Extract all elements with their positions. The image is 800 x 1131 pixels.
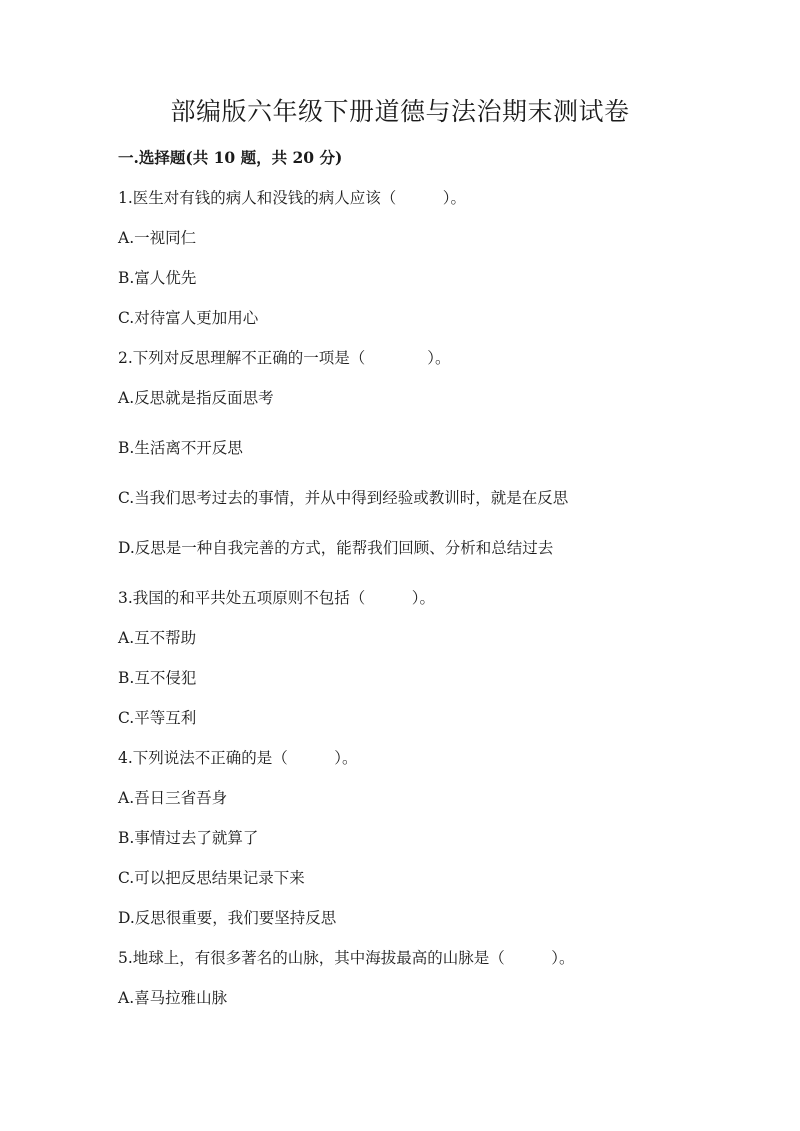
- question-option: B.事情过去了就算了: [118, 829, 259, 847]
- question-option: D.反思是一种自我完善的方式，能帮我们回顾、分析和总结过去: [118, 539, 554, 557]
- question-option: D.反思很重要，我们要坚持反思: [118, 909, 337, 927]
- question-option: A.反思就是指反面思考: [118, 389, 274, 407]
- question-option: A.吾日三省吾身: [118, 789, 228, 807]
- question-stem: 3.我国的和平共处五项原则不包括（ ）。: [118, 589, 436, 607]
- question-option: B.互不侵犯: [118, 669, 197, 687]
- question-option: B.生活离不开反思: [118, 439, 243, 457]
- question-stem: 2.下列对反思理解不正确的一项是（ ）。: [118, 349, 451, 367]
- page-title: 部编版六年级下册道德与法治期末测试卷: [170, 97, 630, 126]
- question-option: A.一视同仁: [118, 229, 197, 247]
- question-option: C.对待富人更加用心: [118, 309, 259, 327]
- question-option: C.平等互利: [118, 709, 197, 727]
- section-heading: 一.选择题(共 10 题，共 20 分): [118, 148, 343, 167]
- question-option: A.喜马拉雅山脉: [118, 989, 228, 1007]
- question-stem: 1.医生对有钱的病人和没钱的病人应该（ ）。: [118, 189, 467, 207]
- question-option: C.可以把反思结果记录下来: [118, 869, 305, 887]
- question-option: B.富人优先: [118, 269, 197, 287]
- question-stem: 5.地球上，有很多著名的山脉，其中海拔最高的山脉是（ ）。: [118, 949, 575, 967]
- question-option: C.当我们思考过去的事情，并从中得到经验或教训时，就是在反思: [118, 489, 569, 507]
- question-option: A.互不帮助: [118, 629, 197, 647]
- question-stem: 4.下列说法不正确的是（ ）。: [118, 749, 358, 767]
